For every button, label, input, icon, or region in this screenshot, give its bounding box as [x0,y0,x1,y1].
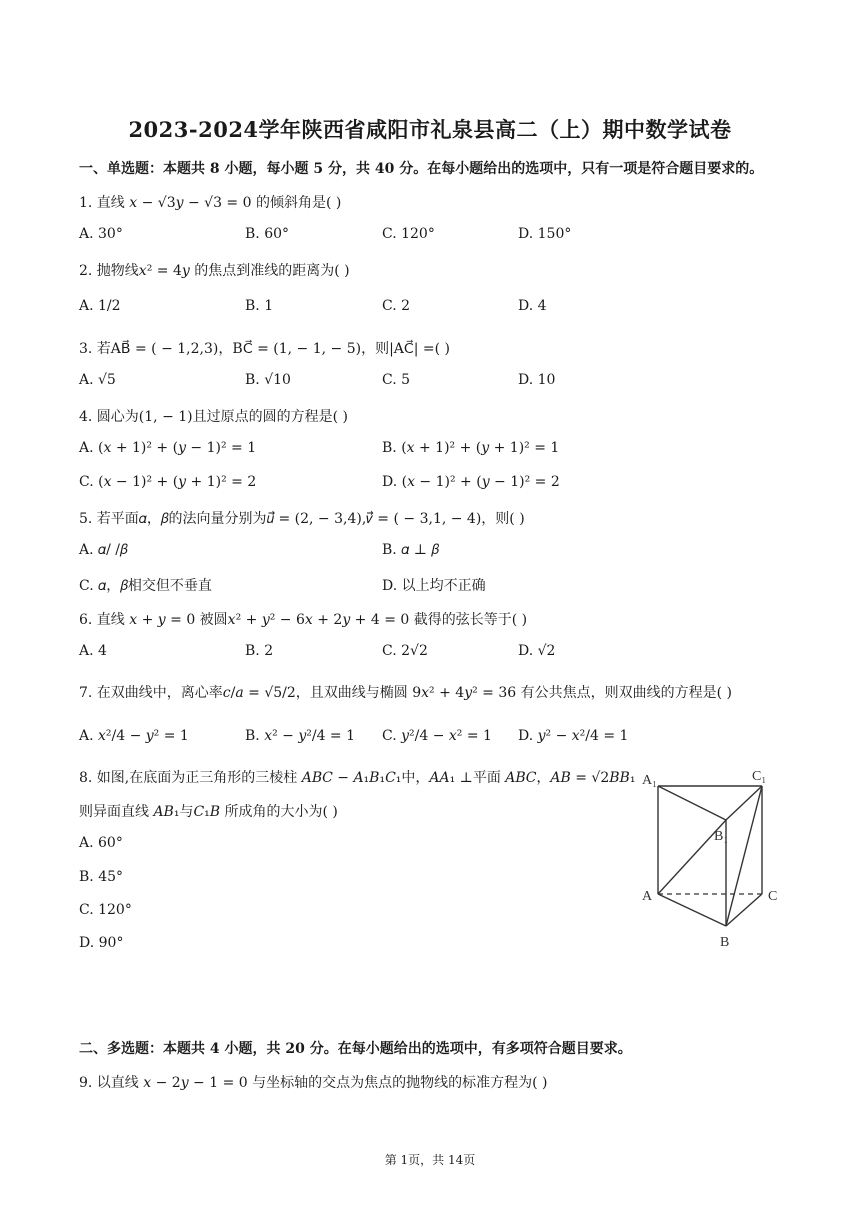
prism-figure [636,760,796,956]
question-2-option-c: C. 2 [382,298,411,314]
question-8-option-d: D. 90° [79,935,124,951]
question-2-stem: 2. 抛物线𝑥² = 4𝑦 的焦点到准线的距离为( ) [79,263,350,279]
edge-b-c [726,894,762,926]
question-3-option-d: D. 10 [518,372,556,388]
segment-c1-b [726,786,762,926]
question-8-option-b: B. 45° [79,869,124,885]
question-1-stem: 1. 直线 𝑥 − √3𝑦 − √3 = 0 的倾斜角是( ) [79,195,342,211]
question-1-option-d: D. 150° [518,226,572,242]
question-1-option-b: B. 60° [245,226,290,242]
question-4-stem: 4. 圆心为(1, − 1)且过原点的圆的方程是( ) [79,409,349,425]
label-c: C [768,889,778,904]
question-3-option-b: B. √10 [245,372,291,388]
question-8-stem: 8. 如图,在底面为正三角形的三棱柱 𝐴𝐵𝐶 − 𝐴₁𝐵₁𝐶₁中，𝐴𝐴₁ ⊥平面 𝐴𝐵𝐶，𝐴𝐵 = √2𝐵𝐵₁ [79,770,636,786]
edge-a1-b1 [658,786,726,820]
label-b: B [720,935,730,950]
label-c1: C₁ [752,769,767,784]
question-6-option-c: C. 2√2 [382,643,428,659]
edge-a-b [658,894,726,926]
label-a: A [642,889,653,904]
question-6-stem: 6. 直线 𝑥 + 𝑦 = 0 被圆𝑥² + 𝑦² − 6𝑥 + 2𝑦 + 4 = 0 截得的弦长等于( ) [79,612,528,628]
question-8-option-c: C. 120° [79,902,132,918]
question-7-option-d: D. 𝑦² − 𝑥²/4 = 1 [518,728,629,744]
question-7-option-b: B. 𝑥² − 𝑦²/4 = 1 [245,728,356,744]
question-5-stem: 5. 若平面𝛼，𝛽的法向量分别为𝑢⃗ = (2, − 3,4),𝑣⃗ = ( − 3,1, − 4)，则( ) [79,511,525,527]
section-heading-single-choice: 一、单选题：本题共 8 小题，每小题 5 分，共 40 分。在每小题给出的选项中，只有一项是符合题目要求的。 [79,161,764,177]
question-5-option-c: C. 𝛼，𝛽相交但不垂直 [79,578,212,594]
question-7-stem: 7. 在双曲线中，离心率𝑐/𝑎 = √5/2，且双曲线与椭圆 9𝑥² + 4𝑦² = 36 有公共焦点，则双曲线的方程是( ) [79,685,732,701]
edge-b1-c1 [726,786,762,820]
question-2-option-a: A. 1/2 [79,298,121,314]
section-heading-multiple-choice: 二、多选题：本题共 4 小题，共 20 分。在每小题给出的选项中，有多项符合题目要求。 [79,1041,632,1057]
question-4-option-d: D. (𝑥 − 1)² + (𝑦 − 1)² = 2 [382,474,560,490]
question-4-option-c: C. (𝑥 − 1)² + (𝑦 + 1)² = 2 [79,474,257,490]
question-5-option-d: D. 以上均不正确 [382,578,486,594]
question-8-stem-line-2: 则异面直线 𝐴𝐵₁与𝐶₁𝐵 所成角的大小为( ) [79,804,338,820]
page-footer: 第 1页，共 14页 [384,1153,476,1167]
question-9-stem: 9. 以直线 𝑥 − 2𝑦 − 1 = 0 与坐标轴的交点为焦点的抛物线的标准方程为( ) [79,1075,548,1091]
question-7-option-a: A. 𝑥²/4 − 𝑦² = 1 [79,728,189,744]
question-3-option-a: A. √5 [79,372,116,388]
question-8-option-a: A. 60° [79,835,123,851]
question-6-option-a: A. 4 [79,643,107,659]
question-1-option-a: A. 30° [79,226,123,242]
question-5-option-a: A. 𝛼/ /𝛽 [79,542,128,558]
label-b1: B₁ [714,829,729,844]
question-4-option-a: A. (𝑥 + 1)² + (𝑦 − 1)² = 1 [79,440,257,456]
question-3-stem: 3. 若AB⃗ = ( − 1,2,3)，BC⃗ = (1, − 1, − 5)，则|AC⃗| =( ) [79,341,450,357]
question-5-option-b: B. 𝛼 ⊥ 𝛽 [382,542,439,558]
question-2-option-b: B. 1 [245,298,274,314]
question-4-option-b: B. (𝑥 + 1)² + (𝑦 + 1)² = 1 [382,440,560,456]
label-a1: A₁ [642,773,657,788]
page-title: 2023-2024学年陕西省咸阳市礼泉县高二（上）期中数学试卷 [128,117,732,142]
question-7-option-c: C. 𝑦²/4 − 𝑥² = 1 [382,728,492,744]
question-3-option-c: C. 5 [382,372,411,388]
question-6-option-d: D. √2 [518,643,556,659]
question-6-option-b: B. 2 [245,643,274,659]
question-2-option-d: D. 4 [518,298,547,314]
question-1-option-c: C. 120° [382,226,435,242]
